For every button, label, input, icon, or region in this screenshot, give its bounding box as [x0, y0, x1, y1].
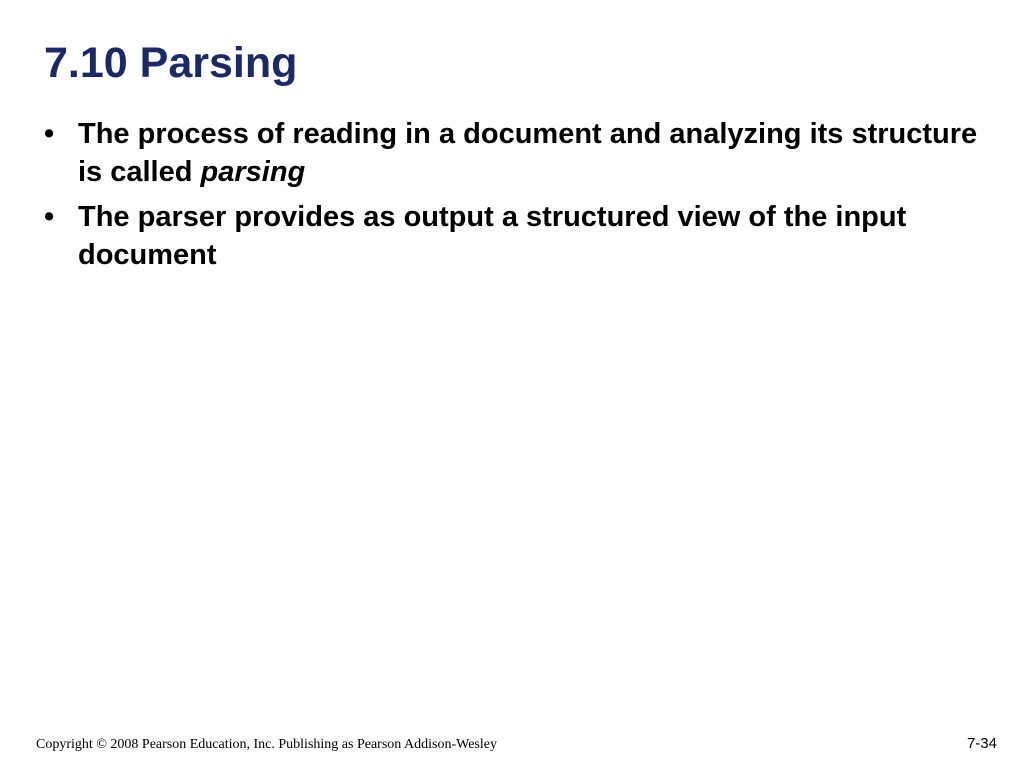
bullet-icon: •: [44, 118, 55, 150]
page-number: 7-34: [966, 735, 997, 752]
bullet-text: The parser provides as output a structured view of the input document: [78, 201, 907, 271]
bullet-item: [44, 198, 994, 274]
bullet-emphasis: parsing: [200, 156, 306, 188]
bullet-text: The process of reading in a document and analyzing its structure is called: [78, 118, 978, 188]
slide-title: 7.10 Parsing: [44, 39, 298, 87]
footer-copyright: Copyright © 2008 Pearson Education, Inc. Publishing as Pearson Addison-Wesley: [36, 737, 497, 752]
bullet-item: [44, 115, 994, 191]
bullet-list: [44, 115, 994, 281]
bullet-icon: •: [44, 201, 55, 233]
